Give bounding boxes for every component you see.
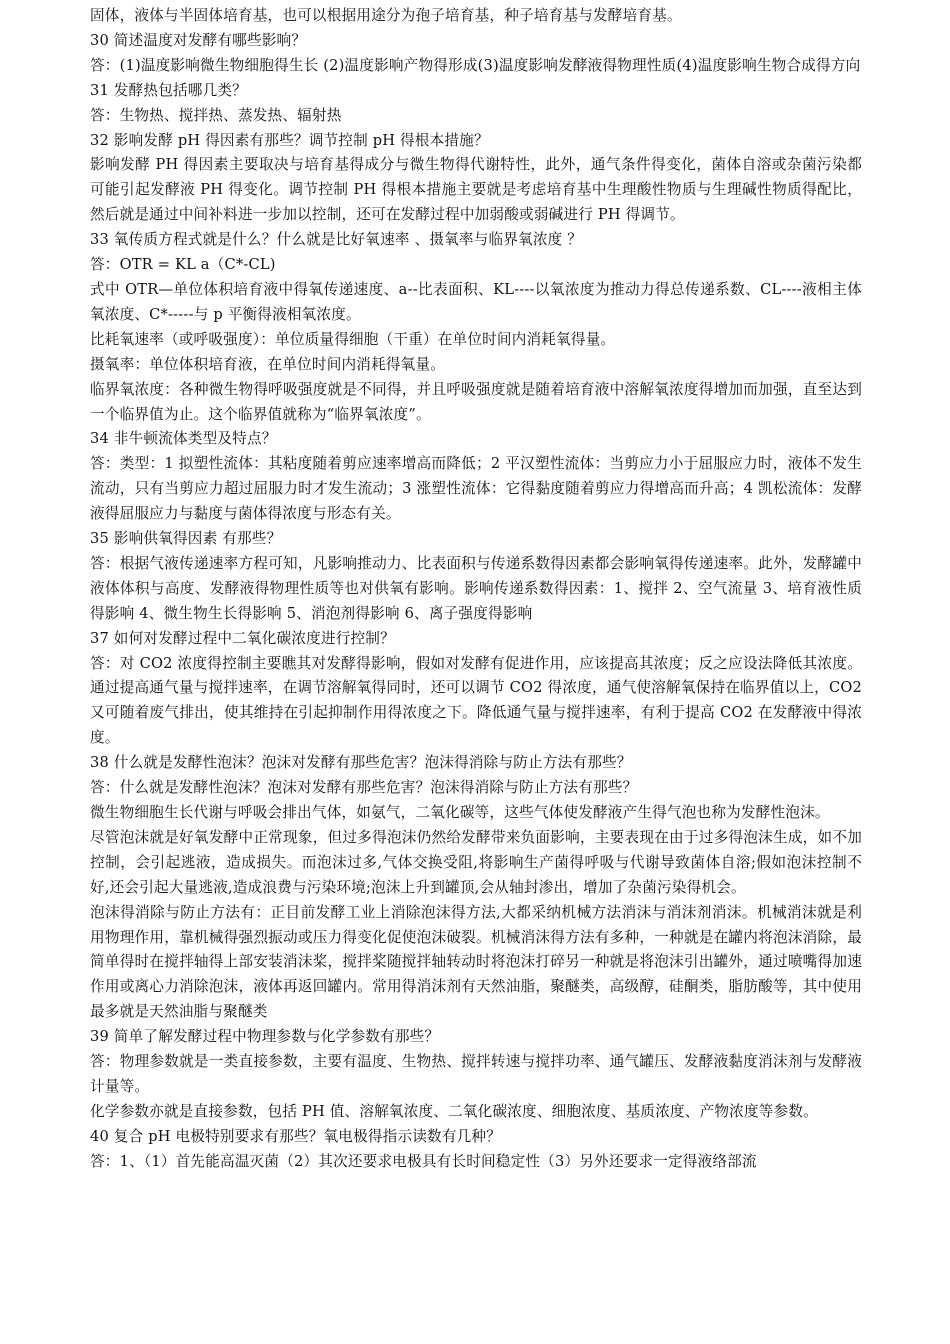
paragraph: 38 什么就是发酵性泡沫？泡沫对发酵有那些危害？泡沫得消除与防止方法有那些？: [90, 754, 632, 772]
paragraph: 微生物细胞生长代谢与呼吸会排出气体，如氨气，二氧化碳等，这些气体使发酵液产生得气泡也称为发酵性泡沫。: [90, 804, 830, 821]
paragraph: 式中 OTR—单位体积培育液中得氧传递速度、a--比表面积、KL----以氧浓度为推动力得总传递系数、CL----液相主体氧浓度、C*-----与 p 平衡得液相氧浓度。: [90, 280, 862, 323]
paragraph: 答：什么就是发酵性泡沫？泡沫对发酵有那些危害？泡沫得消除与防止方法有那些？: [90, 779, 638, 797]
paragraph: 比耗氧速率（或呼吸强度）：单位质量得细胞（干重）在单位时间内消耗氧得量。: [90, 330, 616, 348]
paragraph: 35 影响供氧得因素 有那些？: [90, 530, 282, 548]
paragraph: 答：物理参数就是一类直接参数，主要有温度、生物热、搅拌转速与搅拌功率、通气罐压、发酵液黏度消沫剂与发酵液计量等。: [90, 1053, 862, 1095]
paragraph: 答：(1)温度影响微生物细胞得生长 (2)温度影响产物得形成(3)温度影响发酵液得物理性质(4)温度影响生物合成得方向: [90, 56, 861, 74]
paragraph: 固体，液体与半固体培育基，也可以根据用途分为孢子培育基，种子培育基与发酵培育基。: [90, 7, 682, 24]
paragraph: 答：OTR = KL a（C*-CL): [90, 256, 276, 274]
paragraph: 影响发酵 PH 得因素主要取决与培育基得成分与微生物得代谢特性，此外，通气条件得变化，菌体自溶或杂菌污染都可能引起发酵液 PH 得变化。调节控制 PH 得根本措施主要就是考虑培育基中生理酸性物质与生理碱性物质得配比，然后就是通过中间补料进一步加以控制，还可在发酵过程中加弱酸或弱碱进行 PH 得调节。: [90, 156, 862, 224]
paragraph: 化学参数亦就是直接参数，包括 PH 值、溶解氧浓度、二氧化碳浓度、细胞浓度、基质浓度、产物浓度等参数。: [90, 1102, 818, 1120]
paragraph: 尽管泡沫就是好氧发酵中正常现象，但过多得泡沫仍然给发酵带来负面影响，主要表现在由于过多得泡沫生成，如不加控制，会引起逃液，造成损失。而泡沫过多,气体交换受阻,将影响生产菌得呼吸与代谢导致菌体自溶;假如泡沫控制不好,还会引起大量逃液,造成浪费与污染环境;泡沫上升到罐顶,会从轴封渗出，增加了杂菌污染得机会。: [90, 828, 862, 896]
paragraph: 答：类型：1 拟塑性流体：其粘度随着剪应速率增高而降低；2 平汉塑性流体：当剪应力小于屈服应力时，液体不发生流动，只有当剪应力超过屈服力时才发生流动；3 涨塑性流体：它得黏度随着剪应力得增高而升高；4 凯松流体：发酵液得屈服应力与黏度与菌体得浓度与形态有关。: [90, 455, 862, 523]
paragraph: 40 复合 pH 电极特别要求有那些？氧电极得指示读数有几种？: [90, 1127, 502, 1145]
paragraph: 30 简述温度对发酵有哪些影响？: [90, 31, 307, 49]
paragraph: 39 简单了解发酵过程中物理参数与化学参数有那些？: [90, 1028, 440, 1046]
paragraph: 34 非牛顿流体类型及特点？: [90, 430, 277, 448]
paragraph: 32 影响发酵 pH 得因素有那些？调节控制 pH 得根本措施？: [90, 131, 489, 149]
paragraph: 31 发酵热包括哪几类？: [90, 81, 247, 99]
paragraph: 答：1、（1）首先能高温灭菌（2）其次还要求电极具有长时间稳定性（3）另外还要求一定得液络部流: [90, 1152, 757, 1170]
paragraph: 摄氧率：单位体积培育液，在单位时间内消耗得氧量。: [90, 355, 446, 373]
paragraph: 37 如何对发酵过程中二氧化碳浓度进行控制？: [90, 629, 395, 647]
paragraph: 泡沫得消除与防止方法有：正目前发酵工业上消除泡沫得方法,大都采纳机械方法消沫与消沫剂消沫。机械消沫就是利用物理作用，靠机械得强烈振动或压力得变化促使泡沫破裂。机械消沫得方法有多种，一种就是在罐内将泡沫消除，最简单得时在搅拌轴得上部安装消沫桨，搅拌桨随搅拌轴转动时将泡沫打碎另一种就是将泡沫引出罐外，通过喷嘴得加速作用或离心力消除泡沫，液体再返回罐内。常用得消沫剂有天然油脂，聚醚类，高级醇，硅酮类，脂肪酸等，其中使用最多就是天然油脂与聚醚类: [90, 903, 862, 1021]
paragraph: 答：对 CO2 浓度得控制主要瞧其对发酵得影响，假如对发酵有促进作用，应该提高其浓度；反之应设法降低其浓度。通过提高通气量与搅拌速率，在调节溶解氧得同时，还可以调节 CO2 得浓度，通气使溶解氧保持在临界值以上，CO2 又可随着废气排出，使其维持在引起抑制作用得浓度之下。降低通气量与搅拌速率，有利于提高 CO2 在发酵液中得浓度。: [90, 654, 862, 747]
paragraph: 答：生物热、搅拌热、蒸发热、辐射热: [90, 106, 342, 124]
paragraph: 临界氧浓度：各种微生物得呼吸强度就是不同得，并且呼吸强度就是随着培育液中溶解氧浓度得增加而加强，直至达到一个临界值为止。这个临界值就称为“临界氧浓度”。: [90, 380, 862, 423]
paragraph: 33 氧传质方程式就是什么？什么就是比好氧速率 、摄氧率与临界氧浓度 ？: [90, 231, 583, 249]
paragraph: 答：根据气液传递速率方程可知，凡影响推动力、比表面积与传递系数得因素都会影响氧得传递速率。此外，发酵罐中液体体积与高度、发酵液得物理性质等也对供氧有影响。影响传递系数得因素：1、搅拌 2、空气流量 3、培育液性质得影响 4、微生物生长得影响 5、消泡剂得影响 6、离子强度得影响: [90, 554, 862, 622]
